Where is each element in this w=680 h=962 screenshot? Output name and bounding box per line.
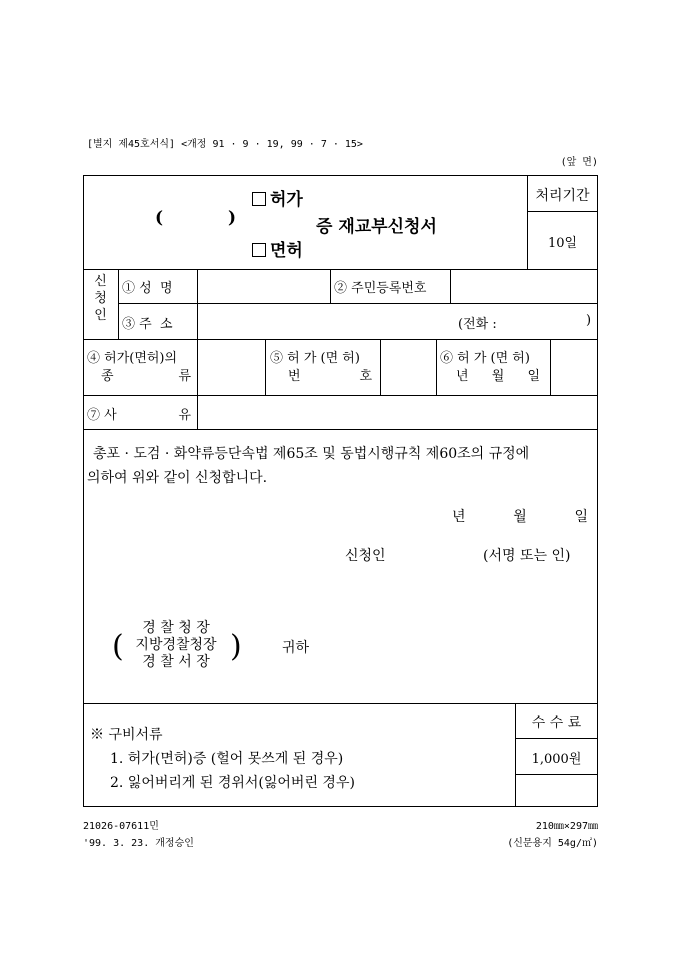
rule-processing	[527, 211, 598, 212]
phone-field[interactable]	[508, 305, 583, 337]
rule-applicant-label	[118, 269, 119, 339]
checkbox-icon	[252, 192, 266, 206]
form-reference: [별지 제45호서식] <개정 91 · 9 · 19, 99 · 7 · 15>	[87, 139, 363, 150]
recipient-bracket-right: )	[230, 629, 242, 664]
date-label-line2: 년 월 일	[456, 369, 540, 384]
document-item-1: 1. 허가(면허)증 (헐어 못쓰게 된 경우)	[110, 751, 344, 767]
recipient-police-agency: 경 찰 청 장	[142, 620, 210, 636]
rule-number-left	[265, 339, 266, 395]
fee-value: 1,000원	[531, 752, 582, 767]
page-side-label: (앞 면)	[560, 157, 598, 168]
rule-title-bottom	[83, 269, 598, 270]
application-date[interactable]: 년 월 일	[452, 509, 588, 525]
reason-label: ⑦ 사 유	[87, 408, 191, 423]
type-label-line1: ④ 허가(면허)의	[87, 351, 178, 366]
number-label-line1: ⑤ 허 가 (면 허)	[270, 351, 360, 366]
processing-label: 처리기간	[535, 188, 590, 204]
statement-line-2: 의하여 위와 같이 신청합니다.	[87, 470, 268, 486]
processing-value: 10일	[547, 236, 578, 251]
address-label: ③ 주 소	[122, 317, 173, 332]
rrn-label: ② 주민등록번호	[334, 281, 427, 296]
statement-line-1: 총포 · 도검 · 화약류등단속법 제65조 및 동법시행규칙 제60조의 규정에	[93, 446, 530, 462]
signature-label: (서명 또는 인)	[483, 548, 571, 564]
rule-rrn-left	[330, 269, 331, 303]
rule-number-right	[380, 339, 381, 395]
document-item-2: 2. 잃어버리게 된 경위서(잃어버린 경우)	[110, 775, 355, 791]
recipient-bracket-left: (	[112, 629, 124, 664]
rule-rrn-right	[450, 269, 451, 303]
title-paren-open: (	[155, 208, 164, 228]
form-title: 증 재교부신청서	[316, 217, 437, 237]
form-code: 21026-07611민	[83, 821, 159, 832]
address-field[interactable]	[199, 305, 449, 337]
type-field[interactable]	[199, 341, 263, 393]
rule-fields-bottom	[83, 395, 598, 396]
rule-address-bottom	[83, 339, 598, 340]
title-paren-close: )	[228, 208, 237, 228]
phone-close: )	[586, 313, 592, 328]
option-license[interactable]: 면허	[252, 236, 303, 261]
date-label-line1: ⑥ 허 가 (면 허)	[440, 351, 530, 366]
recipient-provincial-police: 지방경찰청장	[135, 637, 217, 653]
honorific: 귀하	[282, 640, 310, 656]
rule-fee-label	[515, 738, 598, 739]
rule-label-col	[197, 269, 198, 339]
recipient-police-station: 경 찰 서 장	[142, 654, 210, 670]
fee-label: 수 수 료	[531, 715, 582, 731]
name-field[interactable]	[199, 271, 328, 301]
rule-date-right	[550, 339, 551, 395]
name-label: ① 성 명	[122, 281, 173, 296]
date-field[interactable]	[552, 341, 596, 393]
number-field[interactable]	[382, 341, 434, 393]
applicant-section-label: 신 청 인	[94, 274, 107, 323]
recipient-list	[128, 620, 224, 671]
paper-size: 210㎜×297㎜	[535, 821, 598, 832]
paper-type: (신문용지 54g/㎡)	[507, 838, 598, 849]
phone-label: (전화 :	[458, 317, 497, 332]
rule-reason-right	[197, 395, 198, 429]
checkbox-icon	[252, 243, 266, 257]
reason-field[interactable]	[199, 397, 596, 427]
applicant-signature-label: 신청인	[345, 548, 386, 564]
rule-name-bottom	[118, 303, 598, 304]
type-label-line2: 종 류	[101, 369, 191, 384]
number-label-line2: 번 호	[288, 369, 372, 384]
rule-date-left	[436, 339, 437, 395]
rule-body-bottom	[83, 703, 598, 704]
rule-fee-value	[515, 774, 598, 775]
rule-reason-bottom	[83, 429, 598, 430]
applicant-name-field[interactable]	[400, 540, 478, 564]
rrn-field[interactable]	[452, 271, 596, 301]
option-permit[interactable]: 허가	[252, 185, 303, 210]
rule-type-right	[197, 339, 198, 395]
approval-note: '99. 3. 23. 개정승인	[83, 838, 194, 849]
documents-heading: ※ 구비서류	[90, 727, 163, 743]
